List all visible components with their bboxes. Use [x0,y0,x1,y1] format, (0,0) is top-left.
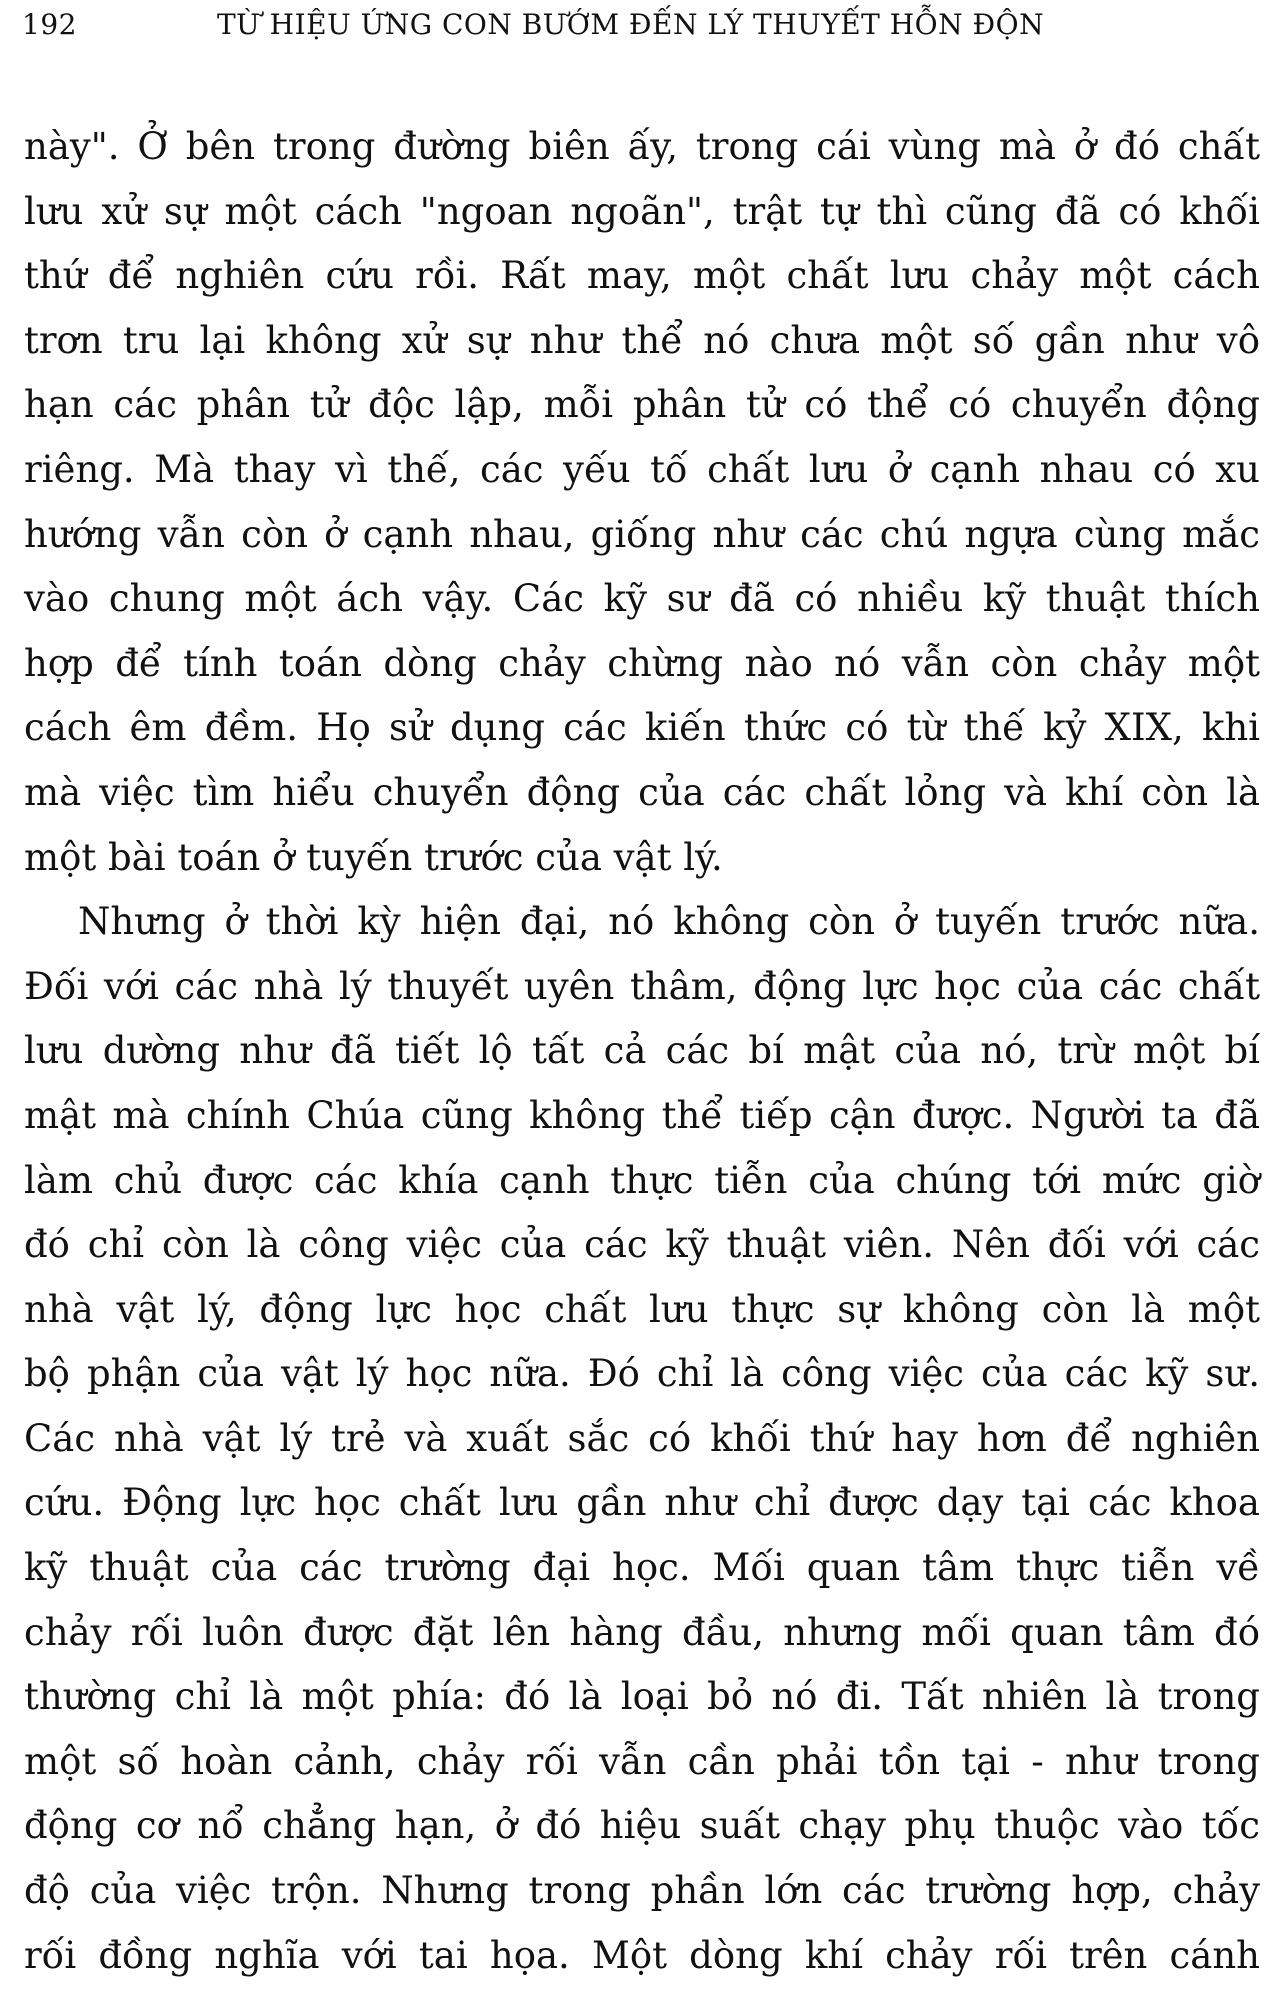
text-line: mật mà chính Chúa cũng không thể tiếp cận được. Người ta đã [24,1093,1260,1137]
text-line: kỹ thuật của các trường đại học. Mối quan tâm thực tiễn về [24,1546,1260,1590]
text-line: lưu dường như đã tiết lộ tất cả các bí mật của nó, trừ một bí [24,1029,1260,1073]
text-line: làm chủ được các khía cạnh thực tiễn của chúng tới mức giờ [24,1158,1260,1202]
text-line: lưu xử sự một cách "ngoan ngoãn", trật tự thì cũng đã có khối [24,189,1260,233]
text-line: Các nhà vật lý trẻ và xuất sắc có khối thứ hay hơn để nghiên [24,1416,1260,1460]
body-text [24,115,1260,1988]
text-line: động cơ nổ chẳng hạn, ở đó hiệu suất chạy phụ thuộc vào tốc [24,1804,1260,1848]
text-line: nhà vật lý, động lực học chất lưu thực sự không còn là một [24,1287,1260,1331]
text-line: đó chỉ còn là công việc của các kỹ thuật viên. Nên đối với các [24,1223,1260,1267]
text-line: độ của việc trộn. Nhưng trong phần lớn các trường hợp, chảy [24,1869,1260,1913]
text-line: hạn các phân tử độc lập, mỗi phân tử có thể có chuyển động [24,383,1260,427]
paragraph-2 [24,890,1260,1988]
text-line: rối đồng nghĩa với tai họa. Một dòng khí chảy rối trên cánh [24,1933,1260,1977]
text-line: thường chỉ là một phía: đó là loại bỏ nó đi. Tất nhiên là trong [24,1675,1260,1719]
text-line: một bài toán ở tuyến trước của vật lý. [24,835,723,879]
running-title: TỪ HIỆU ỨNG CON BƯỚM ĐẾN LÝ THUYẾT HỖN ĐỘN [217,8,1045,41]
text-line: hướng vẫn còn ở cạnh nhau, giống như các chú ngựa cùng mắc [24,512,1260,556]
text-line: bộ phận của vật lý học nữa. Đó chỉ là công việc của các kỹ sư. [24,1352,1260,1396]
running-head [22,8,1262,48]
text-line: trơn tru lại không xử sự như thể nó chưa một số gần như vô [24,318,1260,362]
text-line: một số hoàn cảnh, chảy rối vẫn cần phải tồn tại - như trong [24,1739,1260,1783]
page-number: 192 [22,8,77,41]
text-line: hợp để tính toán dòng chảy chừng nào nó vẫn còn chảy một [24,641,1260,685]
text-line: cứu. Động lực học chất lưu gần như chỉ được dạy tại các khoa [24,1481,1260,1525]
text-line: Nhưng ở thời kỳ hiện đại, nó không còn ở tuyến trước nữa. [78,900,1260,944]
text-line: vào chung một ách vậy. Các kỹ sư đã có nhiều kỹ thuật thích [24,577,1260,621]
paragraph-1 [24,115,1260,890]
text-line: cách êm đềm. Họ sử dụng các kiến thức có từ thế kỷ XIX, khi [24,706,1260,750]
text-line: này". Ở bên trong đường biên ấy, trong cái vùng mà ở đó chất [24,125,1260,168]
text-line: chảy rối luôn được đặt lên hàng đầu, nhưng mối quan tâm đó [24,1610,1260,1654]
text-line: thứ để nghiên cứu rồi. Rất may, một chất lưu chảy một cách [24,254,1260,298]
text-line: mà việc tìm hiểu chuyển động của các chất lỏng và khí còn là [24,770,1260,814]
text-line: Đối với các nhà lý thuyết uyên thâm, động lực học của các chất [24,964,1260,1008]
text-line: riêng. Mà thay vì thế, các yếu tố chất lưu ở cạnh nhau có xu [24,447,1260,491]
